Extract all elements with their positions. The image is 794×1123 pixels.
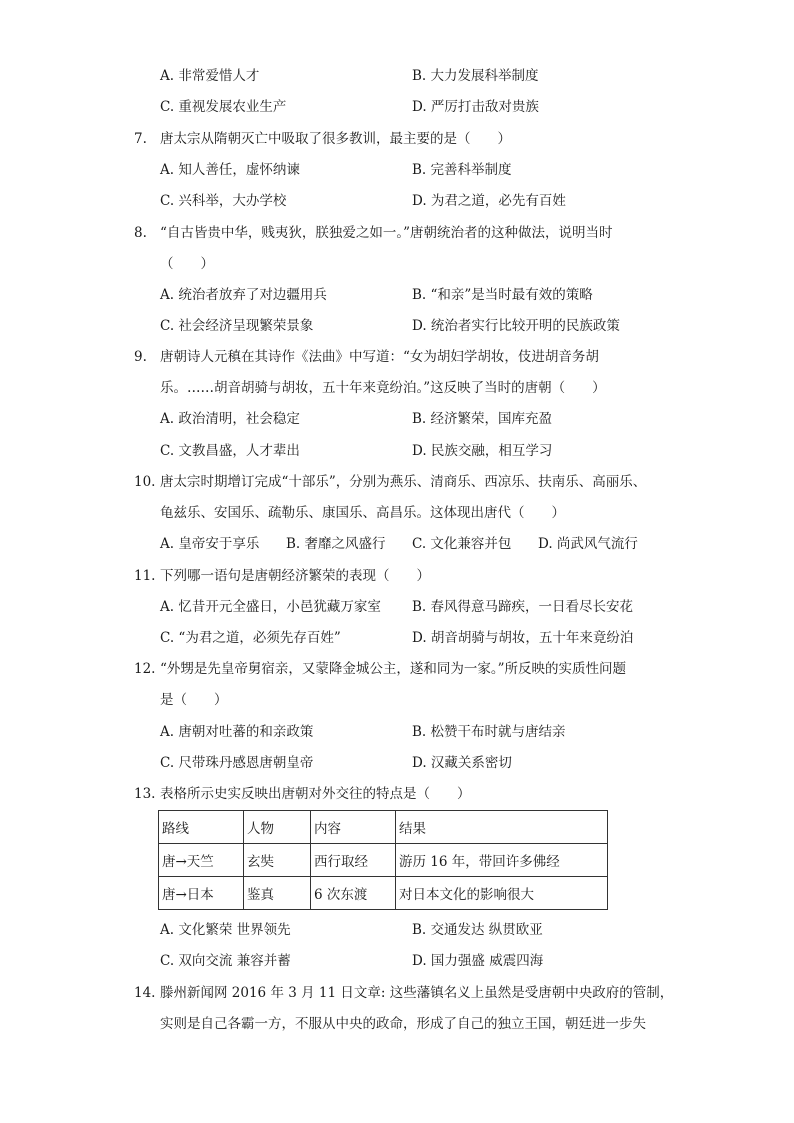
q7-option-a: A. 知人善任，虚怀纳谏 <box>160 162 300 178</box>
q12-option-b: B. 松赞干布时就与唐结亲 <box>412 724 566 740</box>
q13-option-c: C. 双向交流 兼容并蓄 <box>160 953 291 969</box>
q10-option-d: D. 尚武风气流行 <box>538 536 638 552</box>
q13-number: 13. <box>134 786 156 802</box>
q14-stem-line1: 滕州新闻网 2016 年 3 月 11 日文章: 这些藩镇名义上虽然是受唐朝中央政府的管制， <box>160 985 674 1001</box>
q6-option-a: A. 非常爱惜人才 <box>160 68 260 84</box>
q12-option-c: C. 尺带珠丹感恩唐朝皇帝 <box>160 755 314 771</box>
q9-stem-line1: 唐朝诗人元稹在其诗作《法曲》中写道：“女为胡妇学胡妆，伎进胡音务胡 <box>160 349 599 365</box>
q7-stem: 唐太宗从隋朝灭亡中吸取了很多教训，最主要的是（ ） <box>160 131 511 147</box>
table-cell: 鉴真 <box>244 877 311 910</box>
table-row <box>159 877 608 910</box>
q8-stem-line2: （ ） <box>160 256 214 272</box>
q7-option-d: D. 为君之道，必先有百姓 <box>412 193 566 209</box>
q7-number: 7. <box>134 131 147 147</box>
q10-option-b: B. 奢靡之风盛行 <box>286 536 386 552</box>
q8-number: 8. <box>134 225 147 241</box>
q11-option-c: C. “为君之道，必须先存百姓” <box>160 630 341 646</box>
table-cell: 6 次东渡 <box>311 877 396 910</box>
table-cell: 唐→日本 <box>159 877 244 910</box>
table-cell: 西行取经 <box>311 844 396 877</box>
q11-stem: 下列哪一语句是唐朝经济繁荣的表现（ ） <box>160 568 430 584</box>
q14-number: 14. <box>134 985 156 1001</box>
q9-option-a: A. 政治清明，社会稳定 <box>160 411 300 427</box>
table-cell: 对日本文化的影响很大 <box>396 877 608 910</box>
q8-option-a: A. 统治者放弃了对边疆用兵 <box>160 287 327 303</box>
table-header-cell: 内容 <box>311 811 396 844</box>
q13-option-b: B. 交通发达 纵贯欧亚 <box>412 922 543 938</box>
q10-stem-line2: 龟兹乐、安国乐、疏勒乐、康国乐、高昌乐。这体现出唐代（ ） <box>160 505 565 521</box>
q12-stem-line2: 是（ ） <box>160 692 228 708</box>
q6-option-b: B. 大力发展科举制度 <box>412 68 539 84</box>
q12-option-a: A. 唐朝对吐蕃的和亲政策 <box>160 724 314 740</box>
q12-stem-line1: “外甥是先皇帝舅宿亲，又蒙降金城公主，遂和同为一家。”所反映的实质性问题 <box>160 661 627 677</box>
q10-option-a: A. 皇帝安于享乐 <box>160 536 260 552</box>
q7-option-b: B. 完善科举制度 <box>412 162 512 178</box>
q12-option-d: D. 汉藏关系密切 <box>412 755 512 771</box>
q13-option-a: A. 文化繁荣 世界领先 <box>160 922 291 938</box>
q11-number: 11. <box>134 568 156 584</box>
table-row <box>159 844 608 877</box>
q9-number: 9. <box>134 349 147 365</box>
q10-option-c: C. 文化兼容并包 <box>412 536 512 552</box>
q9-option-c: C. 文教昌盛，人才辈出 <box>160 443 300 459</box>
q13-table <box>158 810 608 910</box>
table-header-row <box>159 811 608 844</box>
q8-option-d: D. 统治者实行比较开明的民族政策 <box>412 318 620 334</box>
table-cell: 游历 16 年，带回许多佛经 <box>396 844 608 877</box>
q7-option-c: C. 兴科举，大办学校 <box>160 193 287 209</box>
q8-option-c: C. 社会经济呈现繁荣景象 <box>160 318 314 334</box>
q8-option-b: B. “和亲”是当时最有效的策略 <box>412 287 593 303</box>
q11-option-b: B. 春风得意马蹄疾，一日看尽长安花 <box>412 599 634 615</box>
table-header-cell: 人物 <box>244 811 311 844</box>
q13-stem: 表格所示史实反映出唐朝对外交往的特点是（ ） <box>160 786 471 802</box>
table-header-cell: 结果 <box>396 811 608 844</box>
q11-option-d: D. 胡音胡骑与胡妆，五十年来竟纷泊 <box>412 630 634 646</box>
q13-option-d: D. 国力强盛 威震四海 <box>412 953 544 969</box>
table-header-cell: 路线 <box>159 811 244 844</box>
q6-option-c: C. 重视发展农业生产 <box>160 99 287 115</box>
q6-option-d: D. 严厉打击敌对贵族 <box>412 99 539 115</box>
q11-option-a: A. 忆昔开元全盛日，小邑犹藏万家室 <box>160 599 381 615</box>
q9-stem-line2: 乐。……胡音胡骑与胡妆，五十年来竟纷泊。”这反映了当时的唐朝（ ） <box>160 380 606 396</box>
table-cell: 玄奘 <box>244 844 311 877</box>
q8-stem-line1: “自古皆贵中华，贱夷狄，朕独爱之如一。”唐朝统治者的这种做法，说明当时 <box>160 225 613 241</box>
table-cell: 唐→天竺 <box>159 844 244 877</box>
q9-option-b: B. 经济繁荣，国库充盈 <box>412 411 553 427</box>
q9-option-d: D. 民族交融，相互学习 <box>412 443 553 459</box>
q10-stem-line1: 唐太宗时期增订完成“十部乐”，分别为燕乐、清商乐、西凉乐、扶南乐、高丽乐、 <box>160 474 647 490</box>
q14-stem-line2: 实则是自己各霸一方，不服从中央的政命，形成了自己的独立王国，朝廷进一步失 <box>160 1016 646 1032</box>
q12-number: 12. <box>134 661 156 677</box>
q10-number: 10. <box>134 474 156 490</box>
